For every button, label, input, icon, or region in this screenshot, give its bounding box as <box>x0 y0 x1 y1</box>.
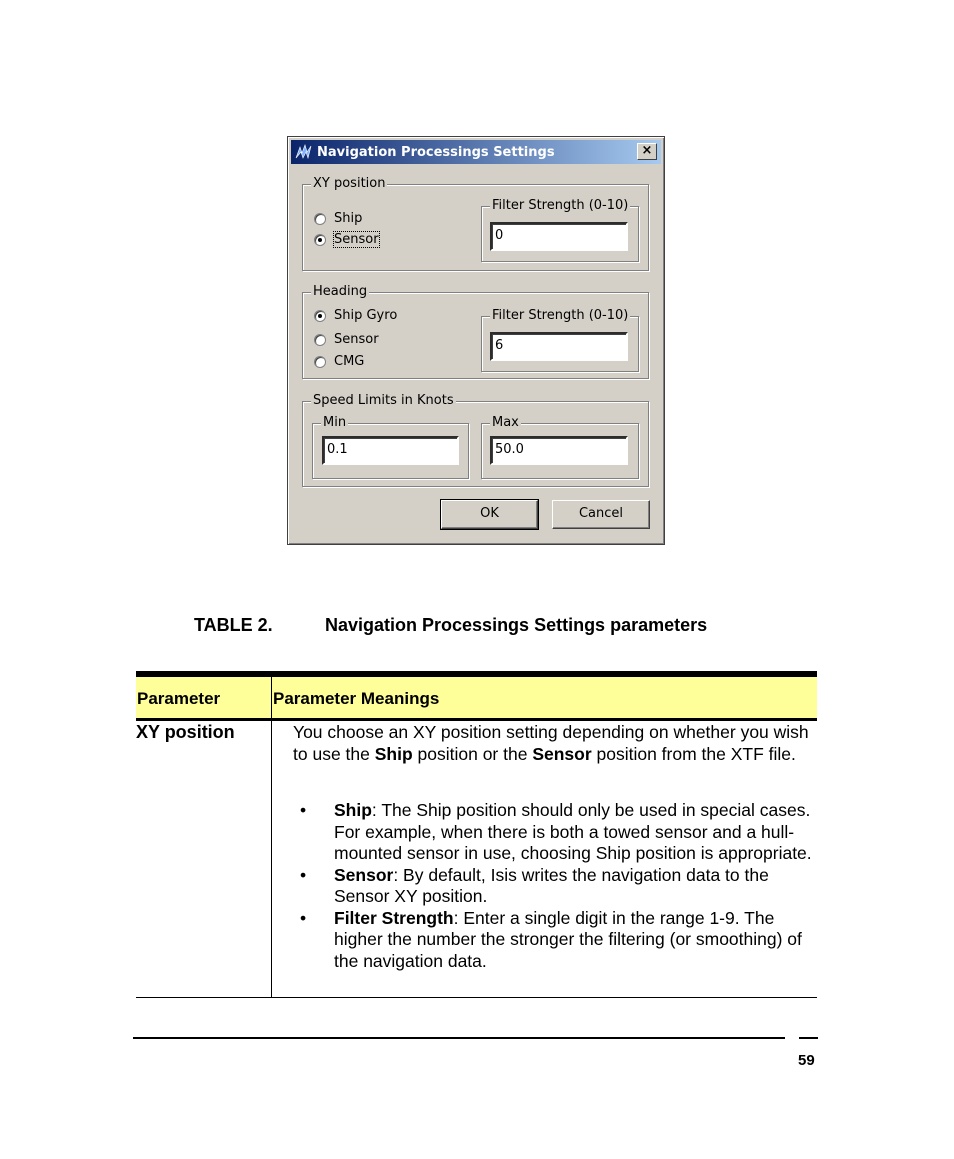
close-button[interactable] <box>637 143 657 160</box>
speed-max-group <box>481 415 639 479</box>
list-item <box>293 865 817 908</box>
xy-ship-radio[interactable] <box>314 213 326 225</box>
bullet-term: Ship <box>334 800 372 820</box>
heading-filter-group <box>481 308 639 372</box>
heading-ship-gyro-label: Ship Gyro <box>334 308 398 323</box>
table-bottom-rule <box>136 997 817 998</box>
xy-position-group-label: XY position <box>313 176 386 191</box>
column-divider <box>271 677 272 998</box>
xy-ship-option[interactable] <box>314 211 362 226</box>
heading-sensor-radio[interactable] <box>314 334 326 346</box>
list-item <box>293 800 817 865</box>
app-icon <box>295 144 313 160</box>
table-number: TABLE 2. <box>194 615 273 635</box>
description-term: Sensor <box>532 743 592 764</box>
table-header-row <box>136 677 817 718</box>
dialog-titlebar <box>291 140 661 164</box>
xy-sensor-radio[interactable] <box>314 234 326 246</box>
speed-max-label: Max <box>492 415 519 430</box>
xy-filter-label: Filter Strength (0-10) <box>492 198 629 213</box>
parameter-bullet-list <box>293 800 817 972</box>
parameter-description <box>293 722 815 765</box>
bullet-text: : The Ship position should only be used in special cases. For example, when there is both a towed sensor and a hull-mounted sensor in use, choosing Ship position is appropriate. <box>334 800 812 863</box>
heading-cmg-radio[interactable] <box>314 356 326 368</box>
header-bottom-rule <box>136 718 817 721</box>
table-title: Navigation Processings Settings parameters <box>325 615 708 635</box>
heading-group <box>302 284 649 379</box>
close-icon: × <box>641 143 653 158</box>
ok-button[interactable]: OK <box>441 500 538 529</box>
heading-filter-input[interactable]: 6 <box>490 332 628 361</box>
heading-cmg-label: CMG <box>334 354 365 369</box>
bullet-icon: • <box>300 864 307 885</box>
speed-max-input[interactable]: 50.0 <box>490 436 628 465</box>
footer-rule <box>133 1037 785 1039</box>
xy-filter-group <box>481 198 639 262</box>
list-item <box>293 908 817 973</box>
speed-min-label: Min <box>323 415 347 430</box>
speed-limits-group-label: Speed Limits in Knots <box>313 393 454 408</box>
bullet-text: : By default, Isis writes the navigation data to the Sensor XY position. <box>334 864 769 906</box>
heading-group-label: Heading <box>313 284 368 299</box>
xy-ship-label: Ship <box>334 211 363 226</box>
bullet-icon: • <box>300 800 307 820</box>
header-parameter: Parameter <box>137 689 221 708</box>
heading-ship-gyro-option[interactable] <box>314 308 397 323</box>
xy-sensor-option[interactable] <box>314 232 379 247</box>
heading-sensor-label: Sensor <box>334 332 379 347</box>
speed-limits-group <box>302 393 649 487</box>
description-text: You choose an XY position setting depending on whether you wish to use the <box>293 722 809 764</box>
header-parameter-meanings: Parameter Meanings <box>273 689 440 708</box>
speed-min-group <box>312 415 469 479</box>
xy-filter-input[interactable]: 0 <box>490 222 628 251</box>
bullet-icon: • <box>300 907 307 928</box>
xy-sensor-label: Sensor <box>334 232 379 247</box>
heading-sensor-option[interactable] <box>314 332 379 347</box>
footer-rule-short <box>799 1037 818 1039</box>
description-term: Ship <box>374 743 413 764</box>
cancel-button[interactable]: Cancel <box>552 500 650 529</box>
heading-filter-label: Filter Strength (0-10) <box>492 308 629 323</box>
description-text: position from the XTF file. <box>591 743 796 764</box>
xy-position-group <box>302 176 649 271</box>
description-text: position or the <box>412 743 533 764</box>
page-number: 59 <box>798 1052 815 1069</box>
bullet-text: : Enter a single digit in the range 1-9. The higher the number the stronger the filtering (or smoothing) of the navigation data. <box>334 907 802 971</box>
heading-cmg-option[interactable] <box>314 354 364 369</box>
parameter-name: XY position <box>136 722 235 742</box>
bullet-term: Sensor <box>334 864 394 885</box>
heading-ship-gyro-radio[interactable] <box>314 310 326 322</box>
navigation-settings-dialog <box>287 136 665 545</box>
speed-min-input[interactable]: 0.1 <box>322 436 459 465</box>
bullet-term: Filter Strength <box>334 907 454 928</box>
dialog-title: Navigation Processings Settings <box>317 144 555 160</box>
